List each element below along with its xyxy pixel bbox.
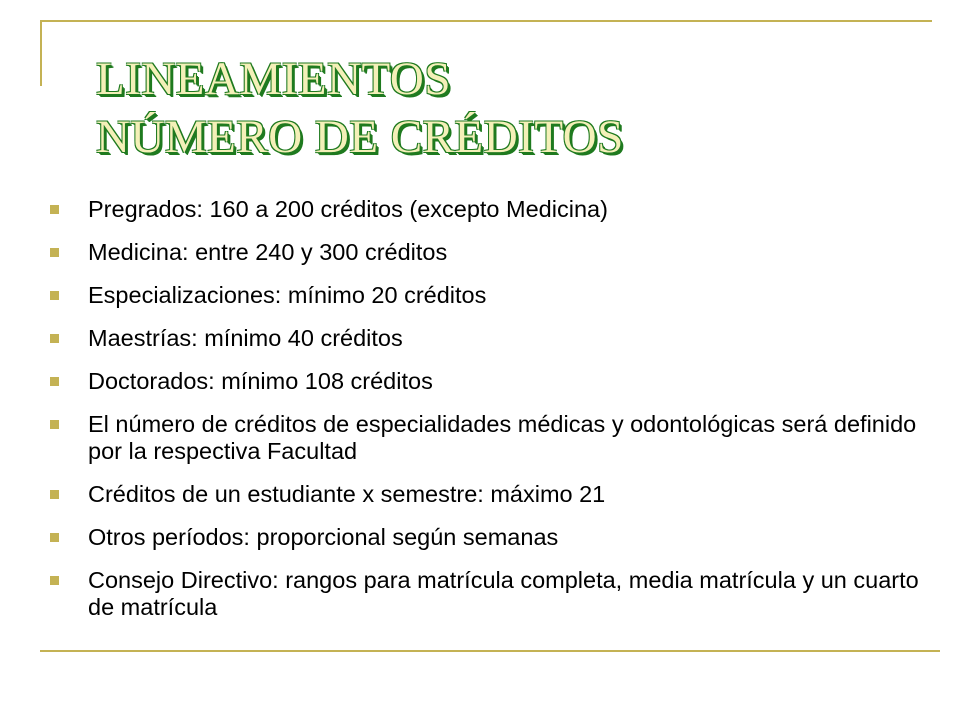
list-item [48,524,928,551]
bullet-square-icon [50,377,59,386]
bullet-square-icon [50,334,59,343]
list-item [48,481,928,508]
list-item [48,282,928,309]
bullet-square-icon [50,205,59,214]
bullet-list [48,196,928,637]
title-line-2: NÚMERO DE CRÉDITOS [96,111,624,163]
slide-title [96,50,624,166]
list-item [48,567,928,621]
bullet-square-icon [50,291,59,300]
top-divider [40,20,932,22]
list-item [48,196,928,223]
bullet-text: Otros períodos: proporcional según semanas [88,524,559,550]
left-divider [40,20,42,86]
bullet-square-icon [50,490,59,499]
bullet-text: Doctorados: mínimo 108 créditos [88,368,433,394]
list-item [48,368,928,395]
bullet-text: Maestrías: mínimo 40 créditos [88,325,403,351]
title-line-1: LINEAMIENTOS [96,53,451,105]
bullet-text: Pregrados: 160 a 200 créditos (excepto Medicina) [88,196,608,222]
bullet-text: Consejo Directivo: rangos para matrícula completa, media matrícula y un cuarto de matrícula [88,567,919,620]
bullet-square-icon [50,248,59,257]
bullet-text: Especializaciones: mínimo 20 créditos [88,282,487,308]
list-item [48,325,928,352]
bullet-text: El número de créditos de especialidades médicas y odontológicas será definido por la respectiva Facultad [88,411,917,464]
bullet-text: Créditos de un estudiante x semestre: máximo 21 [88,481,606,507]
list-item [48,239,928,266]
list-item [48,411,928,465]
bullet-square-icon [50,576,59,585]
bottom-divider [40,650,940,652]
bullet-text: Medicina: entre 240 y 300 créditos [88,239,448,265]
bullet-square-icon [50,533,59,542]
bullet-square-icon [50,420,59,429]
